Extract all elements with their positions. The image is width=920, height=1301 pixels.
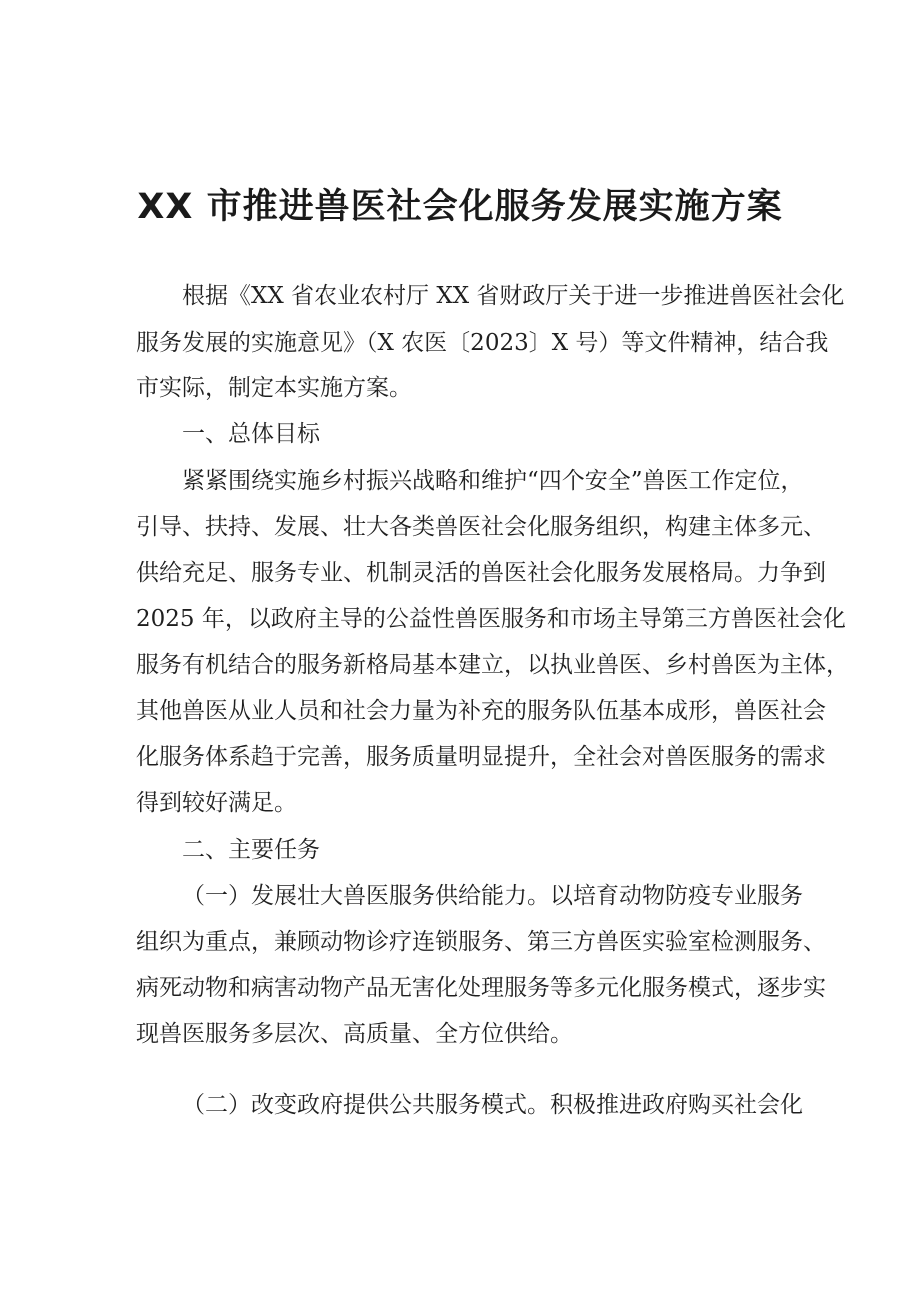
paragraph-line: 服务有机结合的服务新格局基本建立，以执业兽医、乡村兽医为主体，: [136, 652, 849, 678]
paragraph-line: 其他兽医从业人员和社会力量为补充的服务队伍基本成形，兽医社会: [136, 698, 826, 724]
paragraph-line: 组织为重点，兼顾动物诊疗连锁服务、第三方兽医实验室检测服务、: [136, 929, 826, 955]
paragraph-line: 得到较好满足。: [136, 790, 297, 816]
section-heading: 二、主要任务: [182, 837, 320, 863]
paragraph-line: （一）发展壮大兽医服务供给能力。以培育动物防疫专业服务: [182, 883, 803, 909]
paragraph-line: 紧紧围绕实施乡村振兴战略和维护“四个安全”兽医工作定位，: [182, 468, 804, 494]
section-heading: 一、总体目标: [182, 421, 320, 447]
paragraph-line: 病死动物和病害动物产品无害化处理服务等多元化服务模式，逐步实: [136, 975, 826, 1001]
document-title: XX 市推进兽医社会化服务发展实施方案: [137, 187, 783, 227]
paragraph-line: 市实际，制定本实施方案。: [136, 375, 412, 401]
paragraph-line: 供给充足、服务专业、机制灵活的兽医社会化服务发展格局。力争到: [136, 560, 826, 586]
paragraph-line: （二）改变政府提供公共服务模式。积极推进政府购买社会化: [182, 1092, 803, 1118]
paragraph-line: 引导、扶持、发展、壮大各类兽医社会化服务组织，构建主体多元、: [136, 514, 826, 540]
paragraph-line: 服务发展的实施意见》（X 农医〔2023〕X 号）等文件精神，结合我: [136, 330, 829, 356]
paragraph-line: 化服务体系趋于完善，服务质量明显提升，全社会对兽医服务的需求: [136, 744, 826, 770]
paragraph-line: 2025 年，以政府主导的公益性兽医服务和市场主导第三方兽医社会化: [136, 606, 846, 632]
paragraph-line: 现兽医服务多层次、高质量、全方位供给。: [136, 1021, 573, 1047]
paragraph-line: 根据《XX 省农业农村厅 XX 省财政厅关于进一步推进兽医社会化: [182, 283, 845, 309]
